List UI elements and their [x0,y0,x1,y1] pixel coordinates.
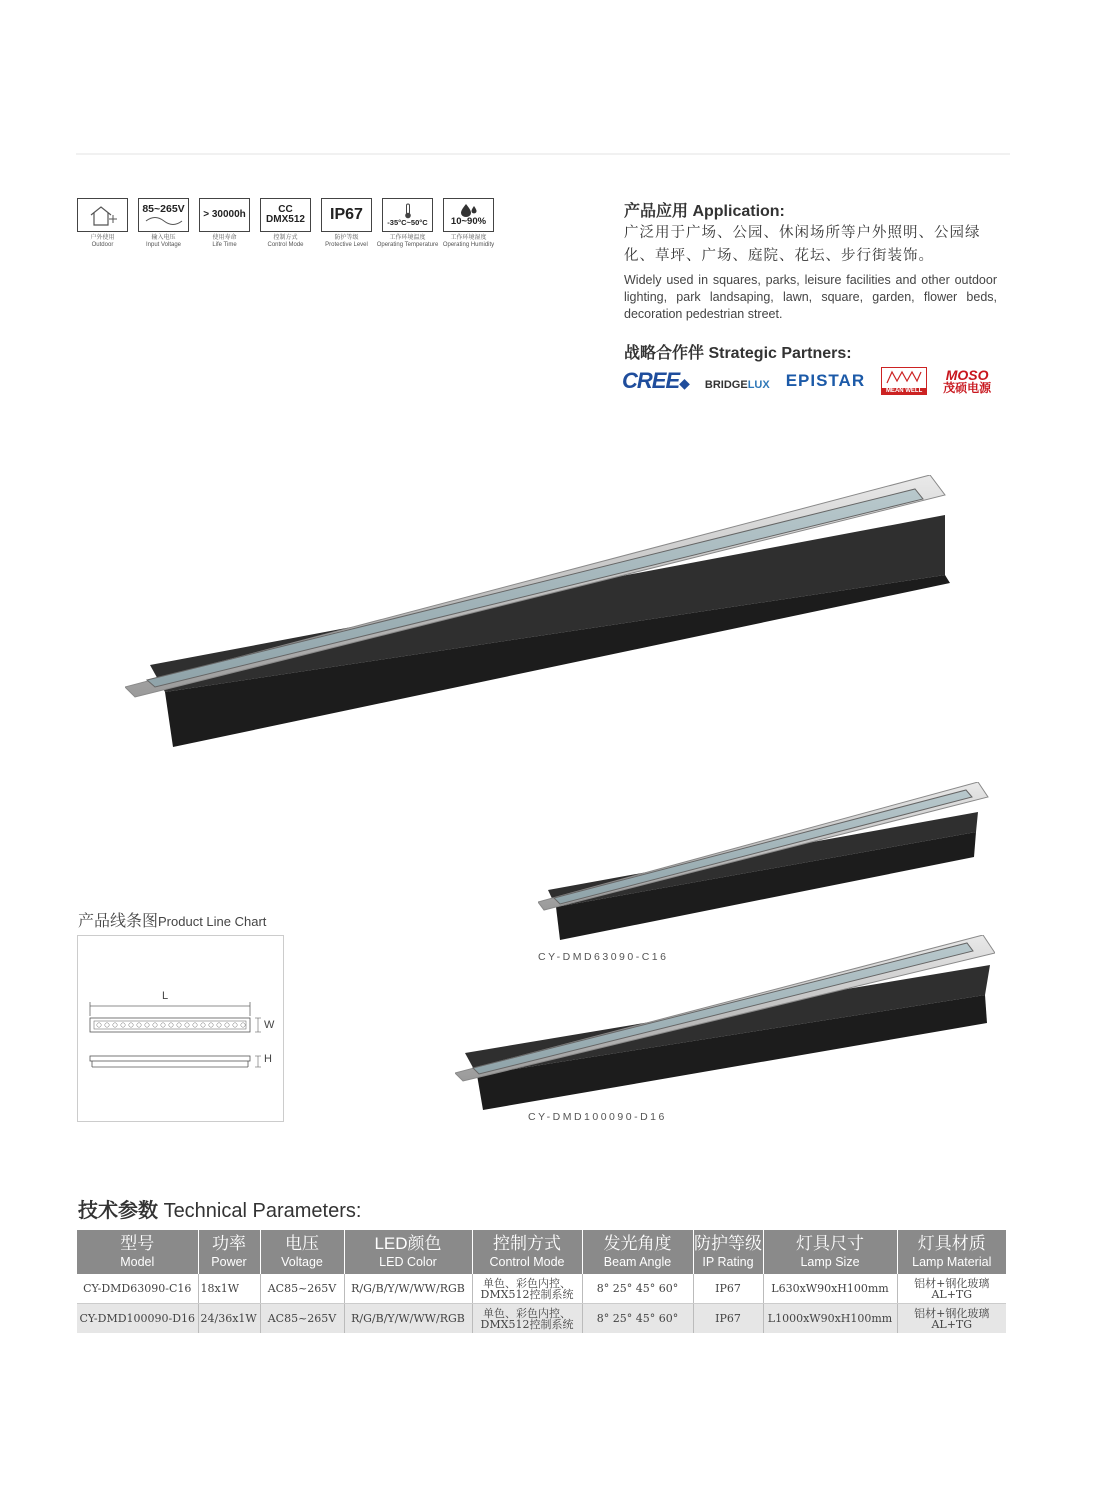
header-power: 功率 Power [198,1230,260,1274]
table-row [77,1274,1006,1304]
cell-model: CY-DMD100090-D16 [77,1304,198,1334]
outdoor-house-icon [77,198,128,232]
dimension-l-label: L [162,990,169,1002]
cell-lamp-material: 铝材+钢化玻璃 AL+TG [897,1304,1006,1334]
voltage-wave-icon: 85~265V [138,198,189,232]
meanwell-logo: MEAN WELL [881,367,927,395]
line-chart-diagram [77,935,284,1122]
product-caption-2: CY-DMD100090-D16 [528,1111,667,1123]
cell-power: 18x1W [198,1274,260,1304]
humidity-drop-icon: 10~90% [443,198,494,232]
thermometer-icon: -35°C~50°C [382,198,433,232]
cell-voltage: AC85~265V [260,1304,344,1334]
partners-title: 战略合作伴 Strategic Partners: [624,345,852,362]
cell-control-mode: 单色、彩色内控、 DMX512控制系统 [472,1274,582,1304]
ip-icon: IP67 [321,198,372,232]
table-row [77,1304,1006,1334]
tech-params-title: 技术参数 Technical Parameters: [78,1200,362,1222]
header-lamp-size: 灯具尺寸 Lamp Size [763,1230,897,1274]
table-header-row [77,1230,1006,1274]
spec-temperature: -35°C~50°C 工作环境温度 Operating Temperature [381,198,434,249]
line-chart-title: 产品线条图Product Line Chart [78,913,267,930]
application-text-en: Widely used in squares, parks, leisure facilities and other outdoor lighting, park landsaping, lawn, square, garden, flower beds, decoration pedestrian street. [624,273,997,321]
cell-beam-angle: 8° 25° 45° 60° [582,1304,693,1334]
epistar-logo: EPISTAR [785,371,866,390]
cell-ip-rating: IP67 [693,1304,763,1334]
header-control-mode: 控制方式 Control Mode [472,1230,582,1274]
top-divider [76,153,1010,155]
cell-lamp-material: 铝材+钢化玻璃 AL+TG [897,1274,1006,1304]
application-title: 产品应用 Application: [624,203,785,220]
lifetime-icon: > 30000h [199,198,250,232]
product-caption-1: CY-DMD63090-C16 [538,951,669,963]
product-photo-large [125,475,955,750]
header-model: 型号 Model [77,1230,198,1274]
partner-logos [622,367,991,395]
cree-logo: CREE◆ [622,368,689,393]
product-photo-medium [538,782,993,942]
cell-power: 24/36x1W [198,1304,260,1334]
cell-led-color: R/G/B/Y/W/WW/RGB [344,1304,472,1334]
cell-lamp-size: L1000xW90xH100mm [763,1304,897,1334]
cell-model: CY-DMD63090-C16 [77,1274,198,1304]
cell-led-color: R/G/B/Y/W/WW/RGB [344,1274,472,1304]
spec-voltage: 85~265V 输入电压 Input Voltage [137,198,190,249]
spec-control: CC DMX512 控制方式 Control Mode [259,198,312,249]
application-text-cn: 广泛用于广场、公园、休闲场所等户外照明、公园绿化、草坪、广场、庭院、花坛、步行街装饰。 [624,225,981,264]
spec-outdoor: 户外使用 Outdoor [76,198,129,249]
control-icon: CC DMX512 [260,198,311,232]
cell-voltage: AC85~265V [260,1274,344,1304]
tech-params-table [77,1230,1006,1333]
cell-lamp-size: L630xW90xH100mm [763,1274,897,1304]
header-voltage: 电压 Voltage [260,1230,344,1274]
cell-control-mode: 单色、彩色内控、 DMX512控制系统 [472,1304,582,1334]
moso-logo: MOSO 茂硕电源 [943,367,992,395]
header-beam-angle: 发光角度 Beam Angle [582,1230,693,1274]
cell-beam-angle: 8° 25° 45° 60° [582,1274,693,1304]
spec-humidity: 10~90% 工作环境湿度 Operating Humidity [442,198,495,249]
product-photo-small [455,935,995,1113]
dimension-w-label: W [264,1019,275,1031]
header-ip-rating: 防护等级 IP Rating [693,1230,763,1274]
spec-lifetime: > 30000h 使用寿命 Life Time [198,198,251,249]
header-led-color: LED颜色 LED Color [344,1230,472,1274]
header-lamp-material: 灯具材质 Lamp Material [897,1230,1006,1274]
dimension-h-label: H [264,1053,272,1065]
cell-ip-rating: IP67 [693,1274,763,1304]
bridgelux-logo: BRIDGELUX [704,379,770,391]
spec-ip: IP67 防护等级 Protective Level [320,198,373,249]
spec-icons [76,198,495,249]
